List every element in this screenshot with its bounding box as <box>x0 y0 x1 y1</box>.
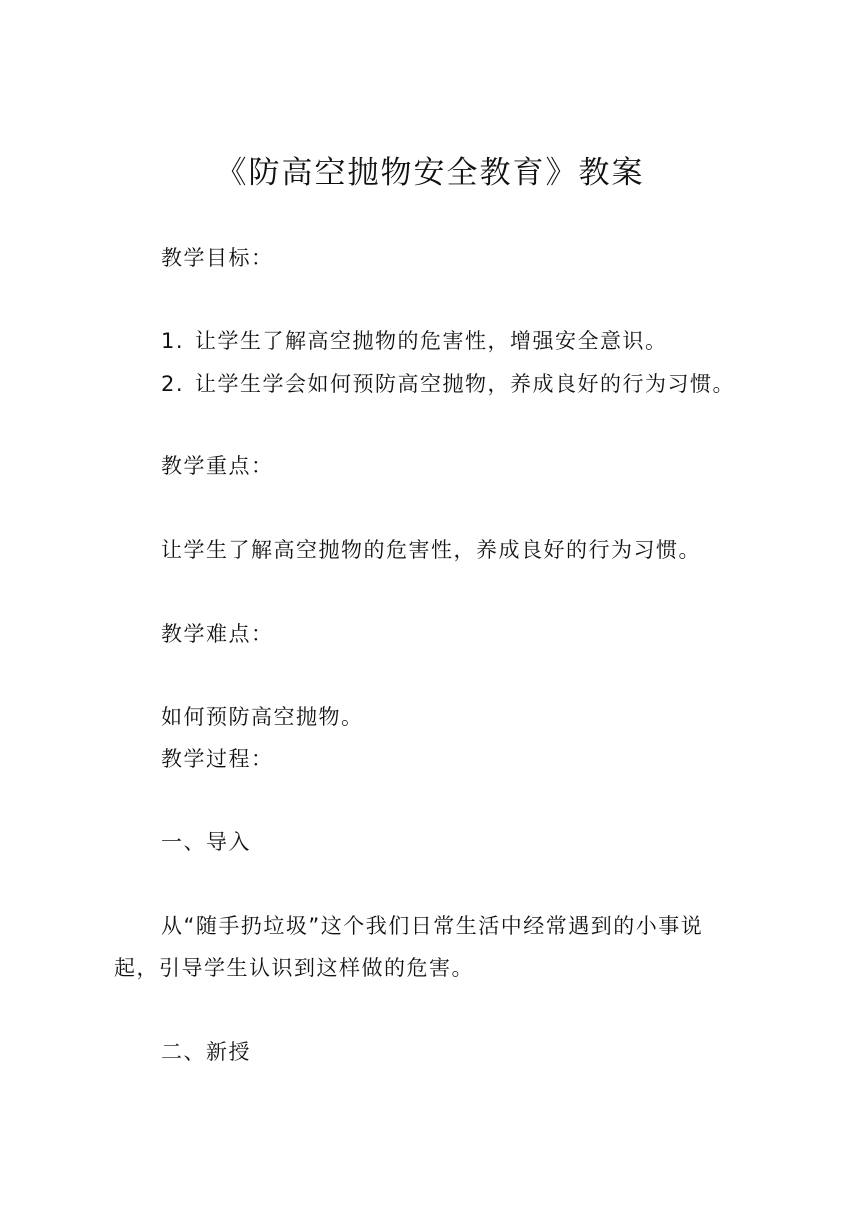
objective-item-1 <box>161 326 668 356</box>
objective-text: 让学生了解高空抛物的危害性，增强安全意识。 <box>195 329 668 353</box>
objective-item-2 <box>161 369 735 399</box>
list-number: 2. <box>161 372 185 396</box>
document-title: 《防高空抛物安全教育》教案 <box>215 155 645 191</box>
section1-heading: 一、导入 <box>161 830 251 854</box>
section2-heading: 二、新授 <box>161 1040 251 1064</box>
key-points-heading: 教学重点： <box>161 454 274 478</box>
process-heading: 教学过程： <box>161 747 274 771</box>
section1-paragraph-line2: 起，引导学生认识到这样做的危害。 <box>114 956 474 980</box>
section1-paragraph-line1: 从“随手扔垃圾”这个我们日常生活中经常遇到的小事说 <box>161 914 704 938</box>
key-points-text: 让学生了解高空抛物的危害性，养成良好的行为习惯。 <box>161 538 701 562</box>
difficulty-text: 如何预防高空抛物。 <box>161 705 364 729</box>
list-number: 1. <box>161 329 185 353</box>
objective-text: 让学生学会如何预防高空抛物，养成良好的行为习惯。 <box>195 372 735 396</box>
difficulty-heading: 教学难点： <box>161 622 274 646</box>
objectives-heading: 教学目标： <box>161 246 274 270</box>
